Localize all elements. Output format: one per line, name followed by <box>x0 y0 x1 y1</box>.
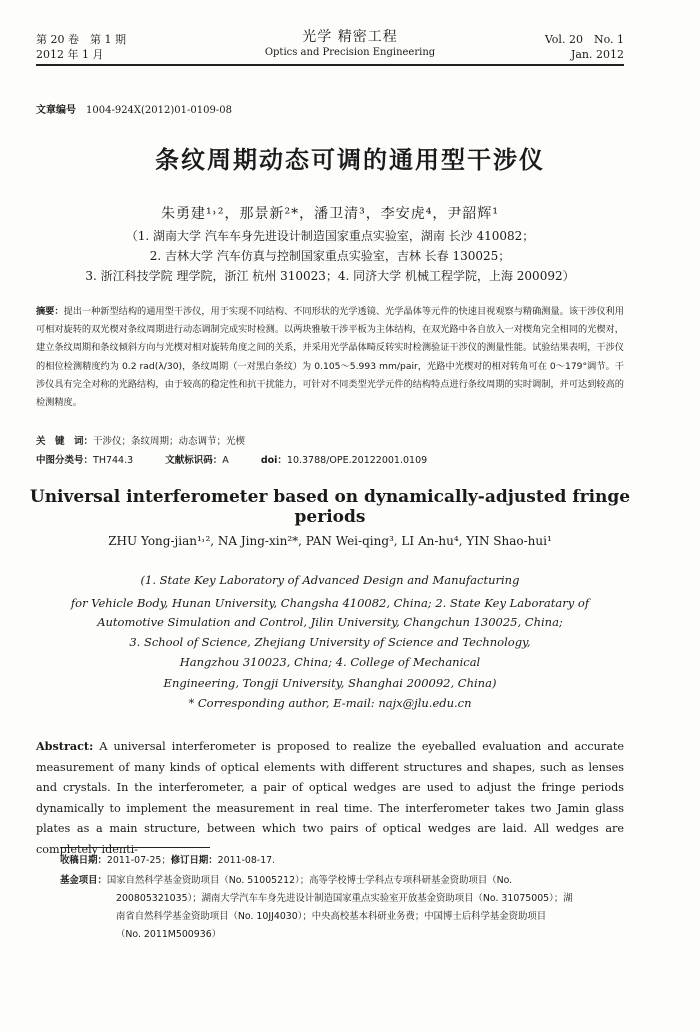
clc-label: 中图分类号： <box>36 455 94 466</box>
footnote-rule <box>60 847 210 848</box>
article-number <box>36 101 232 116</box>
abstract-cn-text: 提出一种新型结构的通用型干涉仪，用于实现不同结构、不同形状的光学透镜、光学晶体等元件的快速目视观察与精确测量。该干涉仪利用可相对旋转的双光楔对条纹周期进行动态调制完成实时检测。以两块雅敏干涉平板为主体结构，在双光路中各自放入一对楔角完全相同的光楔对，建立条纹周期和条纹倾斜方向与光楔对相对旋转角度之间的关系，并采用光学晶体畸反转实时检测验证干涉仪的测量性能。试验结果表明，干涉仪的相位检测精度约为 0.2 rad(λ/30)，条纹周期（一对黑白条纹）为 0.105～5.993 mm/pair，光路中光楔对的相对转角可在 0～179°调节。干涉仪具有完全对称的光路结构，由于较高的稳定性和抗干扰能力，可针对不同类型光学元件的结构特点进行条纹周期的实时调制，并可达到较高的检测精度。 <box>36 306 624 409</box>
abstract-cn-label: 摘要： <box>36 306 64 317</box>
header-volume-issue: 第 20 卷 第 1 期 <box>36 33 126 46</box>
abstract-en-text: A universal interferometer is proposed to realize the eyeballed evaluation and accurate measurement of many kinds of optical elements with different structures and shapes, such as lenses and crystals. In the interferometer, a pair of optical wedges are used to adjust the fringe periods dynamically to implement the measurement in real time. The interferometer takes two Jamin glass plates as a main structure, between which two pairs of optical wedges are laid. All wedges are completely identi- <box>36 740 624 856</box>
article-number-value: 1004-924X(2012)01-0109-08 <box>86 105 232 116</box>
revised-date: 2011-08-17. <box>217 855 276 866</box>
header-volume-issue-en: Vol. 20 No. 1 <box>544 33 624 46</box>
journal-name-cn: 光学 精密工程 <box>302 29 398 45</box>
footnote-funding <box>60 872 624 944</box>
affiliation-en-line: Hangzhou 310023, China; 4. College of Mechanical <box>179 655 481 669</box>
header-rule <box>36 64 624 66</box>
fund-line: 国家自然科学基金资助项目（No. 51005212）；高等学校博士学科点专项科研基金资助项目（No. <box>106 875 513 886</box>
keywords-cn-text: 干涉仪；条纹周期；动态调节；光楔 <box>93 436 246 447</box>
doc-code-label: 文献标识码： <box>165 455 223 466</box>
title-en: Universal interferometer based on dynamically-adjusted fringe periods <box>29 487 631 527</box>
revised-label: 修订日期： <box>170 855 218 866</box>
abstract-en-label: Abstract: <box>36 739 94 753</box>
authors-en: ZHU Yong-jian¹˒², NA Jing-xin²*, PAN Wei-qing³, LI An-hu⁴, YIN Shao-hui¹ <box>108 534 552 548</box>
affiliation-en-line: for Vehicle Body, Hunan University, Changsha 410082, China; 2. State Key Laboratary of <box>70 596 590 610</box>
journal-name-en: Optics and Precision Engineering <box>264 47 436 58</box>
abstract-cn <box>36 303 624 412</box>
fund-line: 200805321035）；湖南大学汽车车身先进设计制造国家重点实验室开放基金资助项目（No. 31075005）；湖 <box>116 893 573 904</box>
fund-line: 南省自然科学基金资助项目（No. 10JJ4030）；中央高校基本科研业务费；中国博士后科学基金资助项目 <box>116 911 547 922</box>
keywords-cn <box>36 433 245 447</box>
doc-code-value: A <box>222 455 229 466</box>
affiliation-en-line: Engineering, Tongji University, Shanghai 200092, China) <box>163 676 497 690</box>
classification-line <box>36 452 427 466</box>
received-label: 收稿日期： <box>60 855 107 866</box>
header-date-en: Jan. 2012 <box>570 48 624 61</box>
affiliation-cn-line: （1. 湖南大学 汽车车身先进设计制造国家重点实验室，湖南 长沙 410082； <box>125 229 535 243</box>
affiliation-en-line: Automotive Simulation and Control, Jilin University, Changchun 130025, China; <box>97 615 563 629</box>
affiliation-en-line: 3. School of Science, Zhejiang University of Science and Technology, <box>129 635 531 649</box>
title-cn: 条纹周期动态可调的通用型干涉仪 <box>155 146 545 174</box>
article-number-label: 文章编号 <box>36 105 76 116</box>
affiliation-cn-line: 3. 浙江科技学院 理学院，浙江 杭州 310023；4. 同济大学 机械工程学院，上海 200092） <box>85 269 575 283</box>
fund-label: 基金项目： <box>60 875 107 886</box>
received-date: 2011-07-25； <box>106 855 171 866</box>
header-date-cn: 2012 年 1 月 <box>36 48 104 61</box>
fund-line: （No. 2011M500936） <box>116 929 222 940</box>
authors-cn: 朱勇建¹˒²，那景新²*，潘卫清³，李安虎⁴，尹韶辉¹ <box>161 206 499 222</box>
clc-value: TH744.3 <box>93 455 134 466</box>
doi-value: 10.3788/OPE.20122001.0109 <box>286 455 428 466</box>
footnote-dates <box>60 852 624 870</box>
affiliation-en-line: (1. State Key Laboratory of Advanced Design and Manufacturing <box>140 573 520 587</box>
header-volume-info-en <box>545 32 624 62</box>
doi-label: doi： <box>260 455 287 466</box>
affiliation-cn-line: 2. 吉林大学 汽车仿真与控制国家重点实验室，吉林 长春 130025； <box>149 249 511 263</box>
abstract-en <box>36 736 624 861</box>
corresponding-author: * Corresponding author, E-mail: najx@jlu.edu.cn <box>188 696 472 710</box>
keywords-cn-label: 关 键 词： <box>36 436 94 447</box>
